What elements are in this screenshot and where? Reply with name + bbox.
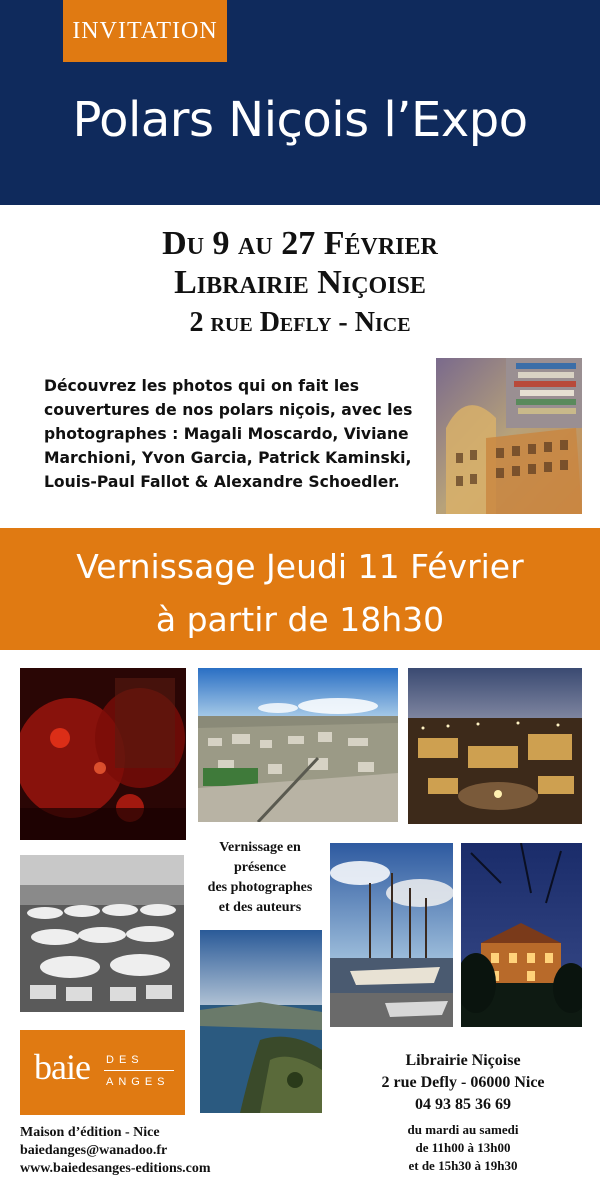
photo-aerial-city — [198, 668, 398, 822]
photo-night-square — [408, 668, 582, 824]
shop-hours-morning: de 11h00 à 13h00 — [415, 1140, 511, 1155]
invitation-label: INVITATION — [72, 17, 218, 44]
intro-line: couvertures de nos polars niçois, avec les — [44, 401, 413, 419]
logo-baie-text: baie — [34, 1047, 90, 1087]
photo-beach-umbrellas — [20, 855, 184, 1012]
baie-des-anges-logo — [20, 1030, 185, 1115]
logo-des-text: DES — [106, 1054, 144, 1066]
logo-divider — [104, 1070, 174, 1071]
event-address: 2 rue Defly - Nice — [189, 307, 411, 338]
presence-line: et des auteurs — [218, 900, 302, 915]
intro-line: photographes : Magali Moscardo, Viviane — [44, 425, 409, 443]
shop-hours-afternoon: et de 15h30 à 19h30 — [408, 1158, 518, 1173]
publisher-email[interactable]: baiedanges@wanadoo.fr — [20, 1143, 168, 1158]
presence-line: Vernissage en — [219, 840, 301, 855]
shop-phone: 04 93 85 36 69 — [415, 1096, 511, 1113]
intro-paragraph — [44, 374, 429, 494]
event-dates: Du 9 au 27 Février — [162, 225, 438, 262]
photo-red-night — [20, 668, 186, 840]
intro-line: Louis-Paul Fallot & Alexandre Schoedler. — [44, 473, 400, 491]
photo-night-villa — [461, 843, 582, 1027]
presence-note — [200, 838, 320, 918]
photo-harbor-boats — [330, 843, 453, 1027]
intro-line: Marchioni, Yvon Garcia, Patrick Kaminski, — [44, 449, 412, 467]
vernissage-time: à partir de 18h30 — [155, 600, 445, 639]
intro-line: Découvrez les photos qui on fait les — [44, 377, 360, 395]
publisher-website[interactable]: www.baiedesanges-editions.com — [20, 1161, 211, 1176]
shop-hours-days: du mardi au samedi — [407, 1122, 519, 1137]
logo-anges-text: ANGES — [106, 1076, 170, 1088]
page-title: Polars Niçois l’Expo — [72, 92, 528, 148]
event-venue: Librairie Niçoise — [174, 264, 426, 301]
shop-address: 2 rue Defly - 06000 Nice — [381, 1074, 545, 1091]
vernissage-date: Vernissage Jeudi 11 Février — [76, 547, 524, 586]
photo-coastline — [200, 930, 322, 1113]
cover-collage-photo — [436, 358, 582, 514]
presence-line: présence — [233, 860, 287, 875]
presence-line: des photographes — [207, 880, 313, 895]
shop-name: Librairie Niçoise — [405, 1052, 521, 1069]
publisher-line: Maison d’édition - Nice — [20, 1125, 160, 1140]
invitation-badge — [63, 0, 227, 62]
